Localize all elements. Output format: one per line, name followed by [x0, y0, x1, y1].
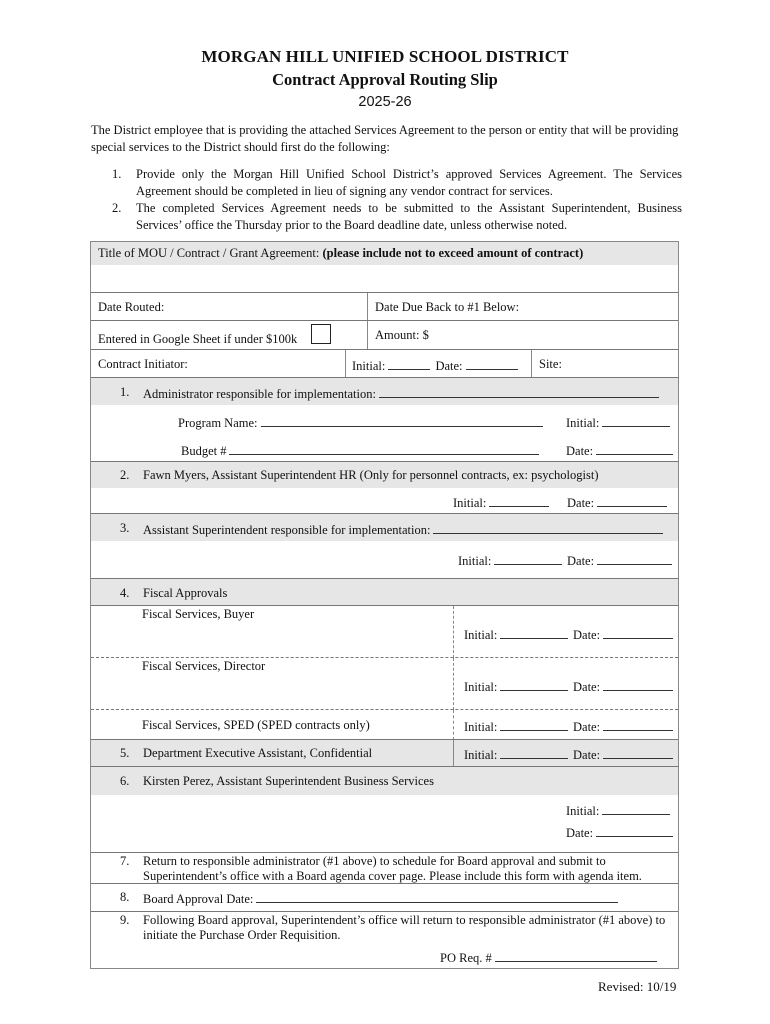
intro-paragraph: The District employee that is providing the attached Services Agreement to the person or entity that will be providing special services to the District should first do the following:: [91, 123, 679, 154]
section-9-line1: Following Board approval, Superintendent’s office will return to responsible administrator (#1 above) to: [143, 913, 666, 927]
instruction-number: 2.: [112, 201, 122, 215]
divider: [531, 350, 532, 378]
google-sheet-checkbox[interactable]: [311, 324, 331, 344]
fiscal-buyer-label: Fiscal Services, Buyer: [142, 607, 255, 621]
divider: [453, 606, 454, 658]
instruction-item: [112, 166, 682, 200]
s1-date-field[interactable]: Date:: [566, 442, 673, 459]
section-number: 2.: [120, 468, 130, 482]
buyer-initial-field[interactable]: Initial:: [464, 626, 568, 643]
buyer-date-field[interactable]: Date:: [573, 626, 673, 643]
divider: [453, 710, 454, 740]
s6-initial-field[interactable]: Initial:: [566, 802, 670, 819]
section-7-row: [91, 852, 678, 883]
school-year: 2025-26: [358, 94, 412, 110]
routing-form: [90, 241, 679, 969]
instruction-text: Provide only the Morgan Hill Unified School District’s approved Services Agreement. The Services Agreement should be completed in lieu of signing any vendor contract for services.: [136, 167, 682, 198]
date-routed-row: [91, 292, 678, 320]
form-title: Contract Approval Routing Slip: [272, 70, 498, 89]
district-name: MORGAN HILL UNIFIED SCHOOL DISTRICT: [201, 47, 569, 66]
sped-date-field[interactable]: Date:: [573, 718, 673, 735]
revised-date: Revised: 10/19: [598, 979, 677, 994]
section-number: 9.: [120, 913, 130, 927]
s2-date-field[interactable]: Date:: [567, 494, 667, 511]
section-1-body: [91, 405, 678, 461]
section-1-header: [91, 377, 678, 405]
section-number: 7.: [120, 854, 130, 868]
amount-label: Amount: $: [375, 328, 429, 342]
s2-initial-field[interactable]: Initial:: [453, 494, 549, 511]
s1-initial-field[interactable]: Initial:: [566, 414, 670, 431]
director-date-field[interactable]: Date:: [573, 678, 673, 695]
section-3-body: [91, 541, 678, 578]
s6-date-field[interactable]: Date:: [566, 824, 673, 841]
title-input-field[interactable]: [91, 265, 678, 292]
s3-date-field[interactable]: Date:: [567, 552, 672, 569]
date-due-label: Date Due Back to #1 Below:: [375, 300, 520, 314]
section-number: 8.: [120, 890, 130, 904]
section-4-header: [91, 578, 678, 605]
section-6-header: [91, 766, 678, 795]
section-5-label: Department Executive Assistant, Confidential: [143, 746, 373, 760]
google-sheet-row: [91, 320, 678, 349]
section-8-row: [91, 883, 678, 911]
initiator-label: Contract Initiator:: [98, 357, 188, 371]
board-approval-date-field[interactable]: Board Approval Date:: [143, 890, 618, 907]
section-2-header: [91, 461, 678, 488]
po-req-field[interactable]: PO Req. #: [440, 949, 657, 966]
section-2-body: [91, 488, 678, 513]
instruction-text: The completed Services Agreement needs to be submitted to the Assistant Superintendent, Business Services’ office the Thursday prior to the Board deadline date, unless otherwise noted.: [136, 201, 682, 232]
instruction-number: 1.: [112, 167, 122, 181]
divider: [453, 658, 454, 710]
divider: [367, 293, 368, 321]
fiscal-director-row: [91, 657, 678, 709]
fiscal-director-label: Fiscal Services, Director: [142, 659, 266, 673]
sped-initial-field[interactable]: Initial:: [464, 718, 568, 735]
s5-initial-field[interactable]: Initial:: [464, 746, 568, 763]
fiscal-buyer-row: [91, 605, 678, 657]
section-3-header: [91, 513, 678, 541]
section-9-row: [91, 911, 678, 969]
section-number: 5.: [120, 746, 130, 760]
section-4-label: Fiscal Approvals: [143, 586, 228, 600]
title-header-row: [91, 242, 678, 265]
divider: [367, 321, 368, 350]
instruction-list: [112, 166, 682, 234]
section-number: 6.: [120, 774, 130, 788]
administrator-field[interactable]: Administrator responsible for implementation:: [143, 385, 659, 402]
title-label: Title of MOU / Contract / Grant Agreement: (please include not to exceed amount of contract): [98, 246, 584, 260]
initiator-initial-field[interactable]: Initial: Date:: [352, 357, 518, 374]
section-7-line1: Return to responsible administrator (#1 above) to schedule for Board approval and submit to: [143, 854, 606, 868]
section-6-body: [91, 795, 678, 852]
section-7-line2: Superintendent’s office with a Board agenda cover page. Please include this form with agenda item.: [143, 869, 642, 883]
fiscal-sped-row: [91, 709, 678, 739]
section-5-row: [91, 739, 678, 766]
instruction-item: [112, 200, 682, 234]
s3-initial-field[interactable]: Initial:: [458, 552, 562, 569]
section-6-label: Kirsten Perez, Assistant Superintendent Business Services: [143, 774, 434, 788]
divider: [453, 740, 454, 767]
contract-initiator-row: [91, 349, 678, 377]
divider: [345, 350, 346, 378]
director-initial-field[interactable]: Initial:: [464, 678, 568, 695]
site-label: Site:: [539, 357, 562, 371]
fiscal-sped-label: Fiscal Services, SPED (SPED contracts only): [142, 718, 370, 732]
assistant-superintendent-field[interactable]: Assistant Superintendent responsible for implementation:: [143, 521, 663, 538]
section-number: 4.: [120, 586, 130, 600]
section-2-label: Fawn Myers, Assistant Superintendent HR (Only for personnel contracts, ex: psychologist): [143, 468, 599, 482]
date-routed-label: Date Routed:: [98, 300, 165, 314]
budget-number-field[interactable]: Budget #: [181, 442, 539, 459]
program-name-field[interactable]: Program Name:: [178, 414, 543, 431]
section-9-line2: initiate the Purchase Order Requisition.: [143, 928, 341, 942]
section-number: 1.: [120, 385, 130, 399]
section-number: 3.: [120, 521, 130, 535]
title-note: (please include not to exceed amount of contract): [322, 246, 584, 260]
google-sheet-label: Entered in Google Sheet if under $100k: [98, 332, 298, 346]
s5-date-field[interactable]: Date:: [573, 746, 673, 763]
